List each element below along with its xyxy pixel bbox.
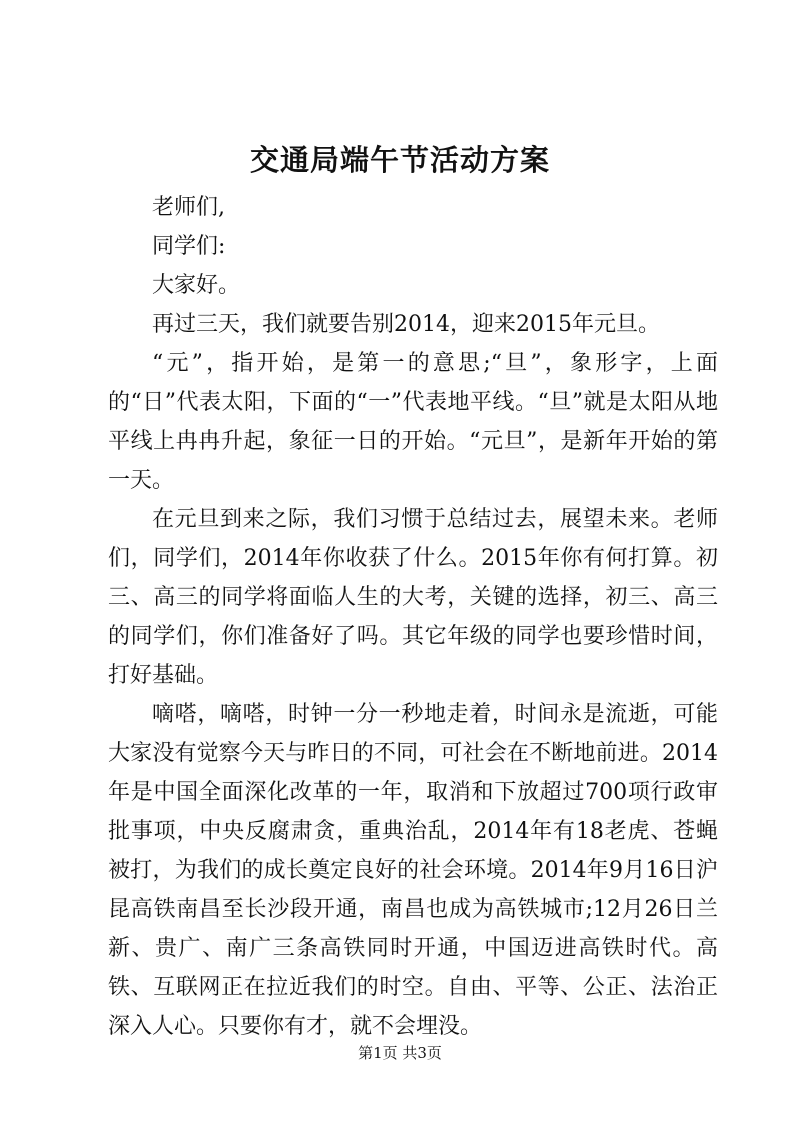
document-title: 交通局端午节活动方案: [249, 143, 550, 177]
paragraph-reflection: 在元旦到来之际，我们习惯于总结过去，展望未来。老师们，同学们，2014年你收获了什么。2015年你有何打算。初三、高三的同学将面临人生的大考，关键的选择，初三、高三的同学们，你们准备好了吗。其它年级的同学也要珍惜时间，打好基础。: [108, 507, 718, 688]
paragraph-intro: 再过三天，我们就要告别2014，迎来2015年元旦。: [152, 312, 660, 337]
page-indicator: 第1页 共3页: [358, 1044, 442, 1062]
paragraph-meaning: “元”，指开始，是第一的意思;“旦”，象形字，上面的“日”代表太阳，下面的“一”代表地平线。“旦”就是太阳从地平线上冉冉升起，象征一日的开始。“元旦”，是新年开始的第一天。: [108, 351, 718, 493]
document-body: [108, 188, 718, 1046]
greeting-students: 同学们:: [152, 234, 226, 259]
greeting-teachers: 老师们,: [152, 195, 225, 220]
paragraph-progress: 嘀嗒，嘀嗒，时钟一分一秒地走着，时间永是流逝，可能大家没有觉察今天与昨日的不同，可社会在不断地前进。2014年是中国全面深化改革的一年，取消和下放超过700项行政审批事项，中央反腐肃贪，重典治乱，2014年有18老虎、苍蝇被打，为我们的成长奠定良好的社会环境。2014年9月16日沪昆高铁南昌至长沙段开通，南昌也成为高铁城市;12月26日兰新、贵广、南广三条高铁同时开通，中国迈进高铁时代。高铁、互联网正在拉近我们的时空。自由、平等、公正、法治正深入人心。只要你有才，就不会埋没。: [108, 702, 718, 1039]
greeting-all: 大家好。: [152, 273, 241, 298]
